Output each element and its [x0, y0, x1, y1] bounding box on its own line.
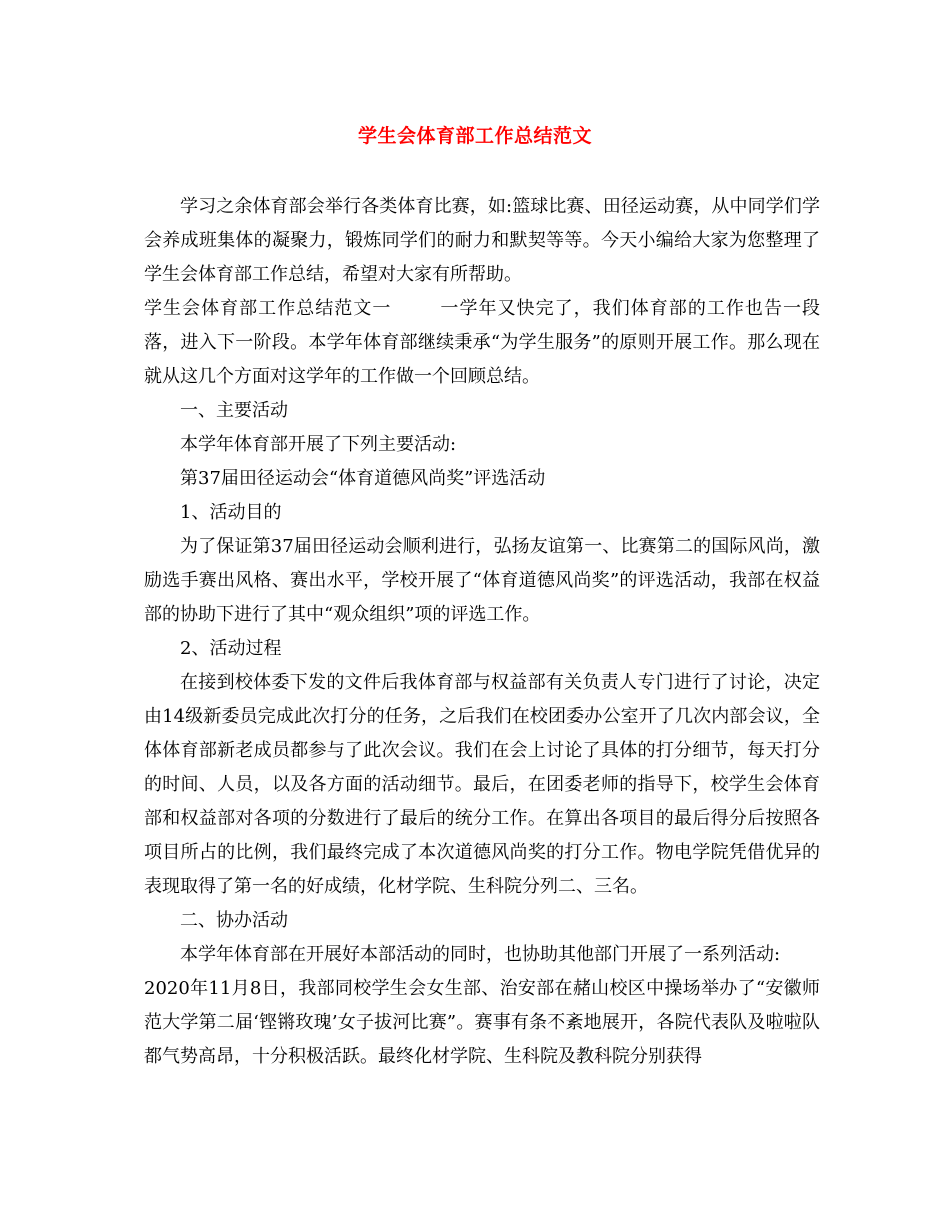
paragraph-assisted-intro: 本学年体育部在开展好本部活动的同时，也协助其他部门开展了一系列活动: [180, 944, 781, 965]
section-heading: 学生会体育部工作总结范文一 [144, 298, 392, 319]
heading-activity-process: 2、活动过程 [180, 638, 282, 659]
heading-assisted-activities: 二、协办活动 [180, 910, 288, 931]
heading-activity-purpose: 1、活动目的 [180, 502, 282, 523]
paragraph-activity-process: 在接到校体委下发的文件后我体育部与权益部有关负责人专门进行了讨论，决定由14级新委员完成此次打分的任务，之后我们在校团委办公室开了几次内部会议，全体体育部新老成员都参与了此次会议。我们在会上讨论了具体的打分细节，每天打分的时间、人员，以及各方面的活动细节。最后，在团委老师的指导下，校学生会体育部和权益部对各项的分数进行了最后的统分工作。在算出各项目的最后得分后按照各项目所占的比例，我们最终完成了本次道德风尚奖的打分工作。物电学院凭借优异的表现取得了第一名的好成绩，化材学院、生科院分列二、三名。 [144, 672, 820, 897]
paragraph-activities-intro: 本学年体育部开展了下列主要活动: [180, 434, 457, 455]
paragraph-activity-purpose: 为了保证第37届田径运动会顺利进行，弘扬友谊第一、比赛第二的国际风尚，激励选手赛出风格、赛出水平，学校开展了“体育道德风尚奖”的评选活动，我部在权益部的协助下进行了其中“观众组织”项的评选工作。 [144, 536, 820, 625]
paragraph-tug-of-war: 2020年11月8日，我部同校学生会女生部、治安部在赭山校区中操场举办了“安徽师范大学第二届‘铿锵玫瑰’女子拔河比赛”。赛事有条不紊地展开，各院代表队及啦啦队都气势高昂，十分积极活跃。最终化材学院、生科院及教科院分别获得 [144, 978, 820, 1067]
paragraph-intro: 学习之余体育部会举行各类体育比赛，如:篮球比赛、田径运动赛，从中同学们学会养成班集体的凝聚力，锻炼同学们的耐力和默契等等。今天小编给大家为您整理了学生会体育部工作总结，希望对大家有所帮助。 [144, 196, 820, 285]
paragraph-activity-title: 第37届田径运动会“体育道德风尚奖”评选活动 [180, 468, 546, 489]
heading-main-activities: 一、主要活动 [180, 400, 288, 421]
paragraph-section-one [144, 292, 820, 394]
document-body [144, 190, 820, 1074]
section-one-text: 一学年又快完了，我们体育部的工作也告一段落，进入下一阶段。本学年体育部继续秉承“为学生服务”的原则开展工作。那么现在就从这几个方面对这学年的工作做一个回顾总结。 [144, 298, 821, 387]
document-title: 学生会体育部工作总结范文 [357, 125, 592, 147]
